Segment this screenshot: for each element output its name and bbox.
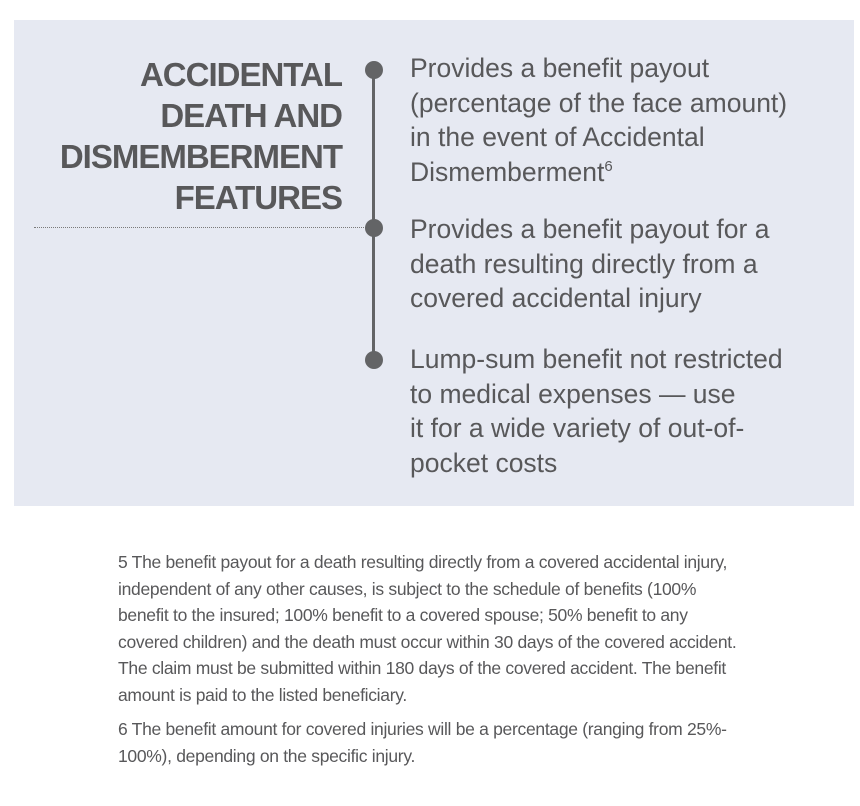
feature-line: Lump-sum benefit not restricted [410, 344, 783, 374]
feature-lump-sum [410, 342, 850, 480]
section-heading [2, 54, 342, 218]
feature-line [410, 155, 850, 190]
feature-line: Provides a benefit payout for a [410, 214, 770, 244]
footnote-line: 100%), depending on the specific injury. [118, 745, 416, 766]
footnote-line: independent of any other causes, is subject to the schedule of benefits (100% [118, 578, 697, 599]
feature-line: (percentage of the face amount) [410, 87, 788, 118]
feature-line: Provides a benefit payout [410, 53, 710, 83]
feature-line-text: Dismemberment [410, 156, 605, 187]
feature-line: covered accidental injury [410, 283, 702, 313]
feature-line: death resulting directly from a [410, 248, 758, 279]
feature-line: pocket costs [410, 447, 558, 478]
feature-line: to medical expenses — use [410, 378, 736, 409]
heading-line: DEATH AND [160, 97, 342, 134]
timeline-bullet-icon [365, 61, 383, 79]
footnotes [118, 549, 838, 777]
feature-dismemberment [410, 51, 850, 189]
footnote-ref: 6 [604, 157, 613, 175]
feature-death-benefit [410, 212, 850, 316]
footnote-line: The claim must be submitted within 180 days of the covered accident. The benefit [118, 658, 726, 678]
timeline-bullet-icon [365, 351, 383, 369]
footnote-line: benefit to the insured; 100% benefit to a covered spouse; 50% benefit to any [118, 605, 688, 625]
timeline-line [372, 69, 375, 361]
footnote-5 [118, 549, 838, 708]
footnote-line: 5 The benefit payout for a death resulting directly from a covered accidental injury, [118, 552, 728, 572]
heading-line: DISMEMBERMENT [59, 138, 342, 175]
heading-line: FEATURES [174, 179, 342, 216]
feature-line: it for a wide variety of out-of- [410, 413, 745, 443]
footnote-line: covered children) and the death must occur within 30 days of the covered accident. [118, 631, 737, 652]
dotted-divider [34, 227, 366, 228]
feature-line: in the event of Accidental [410, 122, 705, 152]
footnote-6 [118, 716, 838, 769]
heading-line: ACCIDENTAL [139, 56, 342, 93]
footnote-line: amount is paid to the listed beneficiary. [118, 684, 407, 705]
timeline-bullet-icon [365, 219, 383, 237]
footnote-line: 6 The benefit amount for covered injuries will be a percentage (ranging from 25%- [118, 719, 727, 739]
